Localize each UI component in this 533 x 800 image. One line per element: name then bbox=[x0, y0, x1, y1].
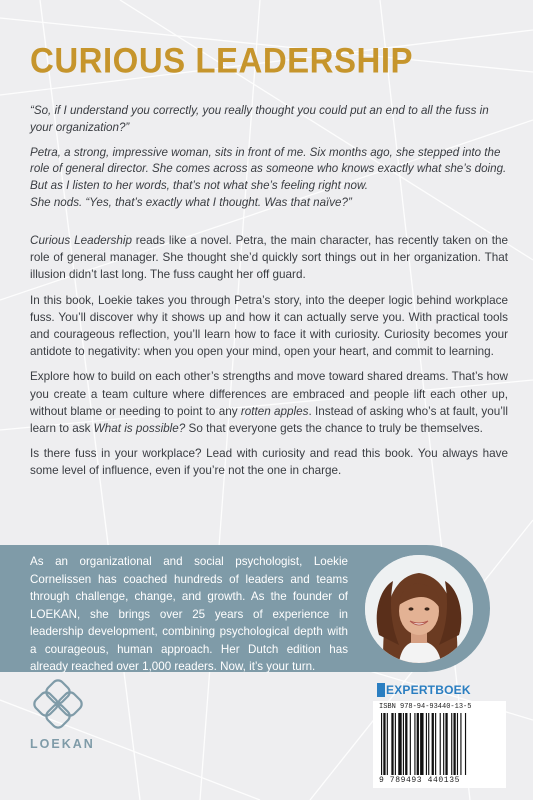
book-description bbox=[30, 232, 508, 488]
logo-wordmark: LOEKAN bbox=[30, 737, 95, 751]
loekan-logo bbox=[30, 676, 95, 751]
intro-excerpt bbox=[30, 103, 508, 220]
barcode-bar bbox=[410, 713, 411, 775]
barcode-bar bbox=[405, 713, 407, 775]
interlocking-rings-icon bbox=[30, 676, 90, 736]
barcode-bars bbox=[381, 713, 497, 775]
barcode-bar bbox=[387, 713, 388, 775]
barcode-bar bbox=[414, 713, 415, 775]
barcode-digits: 9 789493 440135 bbox=[379, 776, 461, 785]
description-paragraph-4: Is there fuss in your workplace? Lead with curiosity and read this book. You always have some level of influence, even if you’re not the one in charge. bbox=[30, 447, 508, 478]
barcode-bar bbox=[457, 713, 458, 775]
isbn-text: ISBN 978-94-93440-13-5 bbox=[379, 703, 472, 711]
barcode-bar bbox=[443, 713, 444, 775]
publisher-name: EXPERTBOEK bbox=[386, 683, 471, 697]
barcode-bar bbox=[440, 713, 441, 775]
barcode-bar bbox=[420, 713, 423, 775]
barcode-bar bbox=[428, 713, 429, 775]
author-bio: As an organizational and social psychologist, Loekie Cornelissen has coached hundreds of leaders and teams through challenge, change, and growth. As the founder of LOEKAN, she brings over 25 years of experience in leadership development, combining psychological depth with a courageous, human approach. Her Dutch edition has already reached over 1,000 readers. Now, it’s your turn. bbox=[30, 555, 348, 673]
publisher-mark-icon bbox=[377, 683, 385, 697]
barcode-bar bbox=[391, 713, 393, 775]
barcode-bar bbox=[460, 713, 461, 775]
intro-quote: “So, if I understand you correctly, you really thought you could put an end to all the fuss in your organization?” bbox=[30, 104, 489, 134]
barcode-bar bbox=[426, 713, 427, 775]
barcode-bar bbox=[445, 713, 447, 775]
barcode-bar bbox=[381, 713, 382, 775]
author-photo bbox=[365, 555, 473, 663]
description-paragraph-1: Curious Leadership reads like a novel. Petra, the main character, has recently taken on the role of general manager. She thought she’d quickly sort things out in her organization. That illusion didn’t last long. The fuss caught her off guard. bbox=[30, 234, 508, 282]
barcode-bar bbox=[383, 713, 385, 775]
barcode-bar bbox=[398, 713, 401, 775]
intro-closing: She nods. “Yes, that’s exactly what I thought. Was that naïve?” bbox=[30, 195, 352, 209]
barcode bbox=[373, 701, 506, 788]
barcode-bar bbox=[403, 713, 404, 775]
barcode-bar bbox=[395, 713, 396, 775]
book-title: CURIOUS LEADERSHIP bbox=[30, 40, 414, 80]
book-title-inline: Curious Leadership bbox=[30, 234, 132, 247]
barcode-bar bbox=[453, 713, 455, 775]
publisher-logo bbox=[377, 682, 471, 698]
barcode-bar bbox=[451, 713, 452, 775]
description-paragraph-3: Explore how to build on each other’s strengths and move toward shared dreams. That’s how you create a team culture where differences are embraced and people lift each other up, without blame or needing to point to any rotten apples. Instead of asking who’s at fault, you’ll learn to ask What is possible? So that everyone gets the chance to truly be themselves. bbox=[30, 370, 508, 436]
barcode-bar bbox=[432, 713, 434, 775]
intro-paragraph: Petra, a strong, impressive woman, sits in front of me. Six months ago, she stepped into the role of general director. She comes across as someone who knows exactly what she’s doing. But as I listen to her words, that’s not what she’s feeling right now. bbox=[30, 145, 507, 193]
barcode-bar bbox=[435, 713, 436, 775]
barcode-bar bbox=[417, 713, 419, 775]
description-paragraph-2: In this book, Loekie takes you through Petra’s story, into the deeper logic behind workplace fuss. You’ll discover why it shows up and how it can actually serve you. With practical tools and courageous reflection, you’ll learn how to face it with curiosity. Curiosity becomes your antidote to negativity: when you open your mind, open your heart, and commit to learning. bbox=[30, 293, 508, 359]
barcode-bar bbox=[465, 713, 466, 775]
